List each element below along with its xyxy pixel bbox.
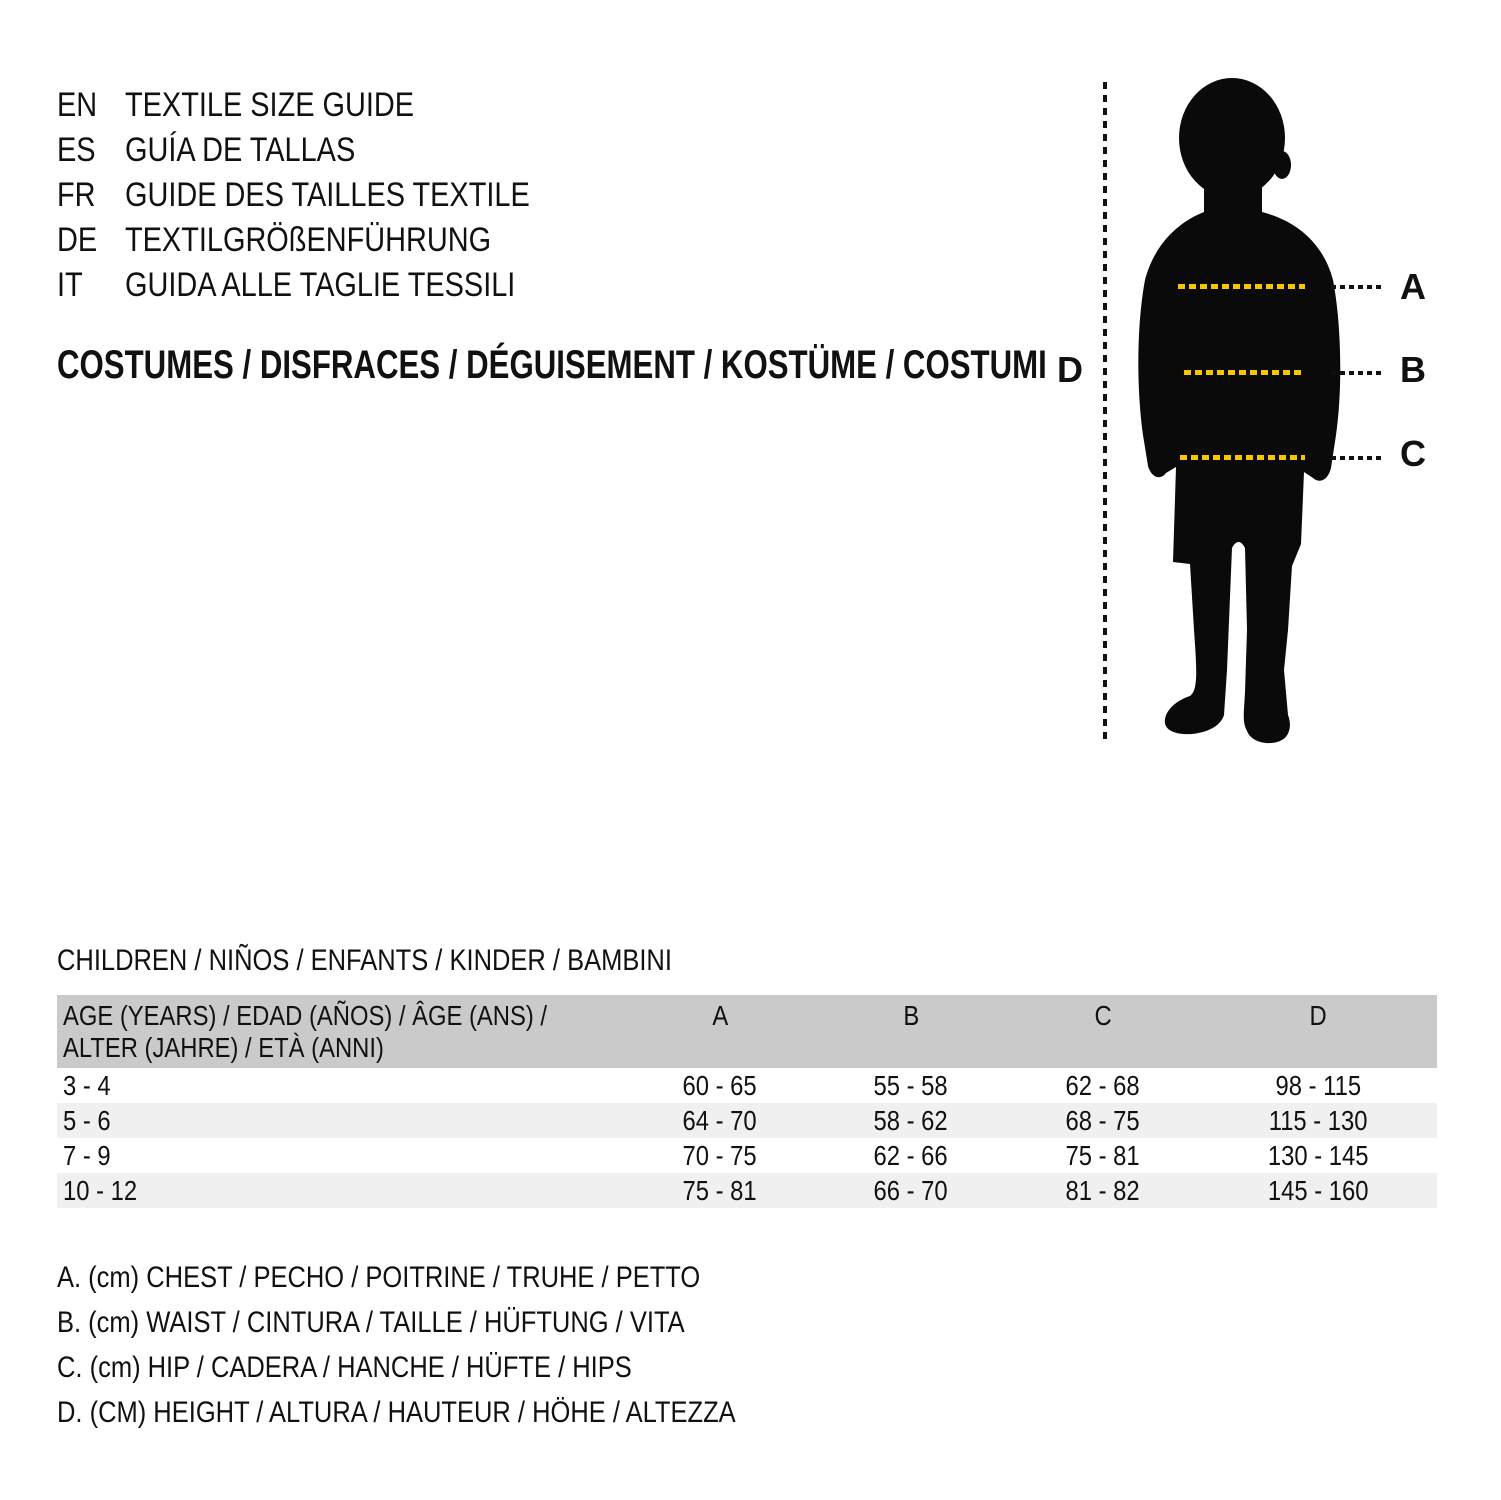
measurement-legend [57, 1255, 855, 1435]
chest-cell: 60 - 65 [682, 1070, 758, 1101]
category-title: COSTUMES / DISFRACES / DÉGUISEMENT / KOSTÜME / COSTUMI [57, 343, 1047, 387]
language-title: GUIDA ALLE TAGLIE TESSILI [125, 266, 516, 304]
language-row-fr [57, 173, 601, 218]
table-row [57, 1173, 1437, 1208]
language-row-it [57, 263, 601, 308]
waist-cell: 66 - 70 [873, 1175, 949, 1206]
age-cell: 3 - 4 [63, 1070, 111, 1101]
ear-shape [1273, 151, 1291, 179]
hip-cell: 68 - 75 [1065, 1105, 1141, 1136]
table-header-row [57, 995, 1437, 1068]
language-row-de [57, 218, 601, 263]
chest-leader-dots [1331, 285, 1383, 289]
column-header-d: D [1199, 995, 1437, 1068]
language-code: EN [57, 86, 98, 124]
waist-dashed-line [1184, 370, 1302, 375]
waist-cell: 55 - 58 [873, 1070, 949, 1101]
language-code: ES [57, 131, 96, 169]
language-list [57, 83, 601, 308]
language-code: IT [57, 266, 83, 304]
children-size-table [57, 995, 1437, 1208]
table-row [57, 1103, 1437, 1138]
table-row [57, 1138, 1437, 1173]
height-cell: 145 - 160 [1267, 1175, 1369, 1206]
height-cell: 115 - 130 [1268, 1105, 1368, 1136]
hip-leader-dots [1331, 456, 1383, 460]
column-header-c: C [1007, 995, 1199, 1068]
waist-leader-dots [1331, 371, 1383, 375]
language-title: GUÍA DE TALLAS [125, 131, 356, 169]
chest-cell: 64 - 70 [682, 1105, 758, 1136]
chest-cell: 75 - 81 [682, 1175, 758, 1206]
table-row [57, 1068, 1437, 1103]
chest-cell: 70 - 75 [682, 1140, 758, 1171]
column-header-a: A [625, 995, 815, 1068]
height-measure-line [1103, 82, 1107, 742]
hip-dashed-line [1180, 455, 1305, 460]
marker-label-c: C [1400, 433, 1426, 474]
section-title-children: CHILDREN / NIÑOS / ENFANTS / KINDER / BAMBINI [57, 944, 672, 977]
height-cell: 130 - 145 [1267, 1140, 1369, 1171]
marker-label-a: A [1400, 266, 1426, 307]
height-cell: 98 - 115 [1275, 1070, 1361, 1101]
age-column-header: AGE (YEARS) / EDAD (AÑOS) / ÂGE (ANS) / ALTER (JAHRE) / ETÀ (ANNI) [57, 995, 625, 1068]
waist-cell: 62 - 66 [873, 1140, 949, 1171]
child-silhouette-figure [1120, 70, 1400, 750]
body-shape [1138, 212, 1340, 743]
language-code: FR [57, 176, 96, 214]
legend-line-hip: C. (cm) HIP / CADERA / HANCHE / HÜFTE / HIPS [57, 1351, 632, 1384]
language-title: TEXTILGRÖßENFÜHRUNG [125, 221, 492, 259]
hip-cell: 62 - 68 [1065, 1070, 1141, 1101]
legend-line-chest: A. (cm) CHEST / PECHO / POITRINE / TRUHE / PETTO [57, 1261, 701, 1294]
language-row-es [57, 128, 601, 173]
marker-label-b: B [1400, 349, 1426, 390]
marker-label-d: D [1057, 349, 1083, 390]
language-title: TEXTILE SIZE GUIDE [125, 86, 415, 124]
waist-cell: 58 - 62 [873, 1105, 949, 1136]
column-header-b: B [815, 995, 1007, 1068]
legend-line-waist: B. (cm) WAIST / CINTURA / TAILLE / HÜFTUNG / VITA [57, 1306, 685, 1339]
hip-cell: 81 - 82 [1065, 1175, 1141, 1206]
language-code: DE [57, 221, 98, 259]
language-row-en [57, 83, 601, 128]
chest-dashed-line [1178, 284, 1305, 289]
legend-line-height: D. (CM) HEIGHT / ALTURA / HAUTEUR / HÖHE / ALTEZZA [57, 1396, 736, 1429]
age-cell: 5 - 6 [63, 1105, 111, 1136]
hip-cell: 75 - 81 [1065, 1140, 1141, 1171]
age-cell: 7 - 9 [63, 1140, 111, 1171]
language-title: GUIDE DES TAILLES TEXTILE [125, 176, 530, 214]
age-cell: 10 - 12 [63, 1175, 138, 1206]
